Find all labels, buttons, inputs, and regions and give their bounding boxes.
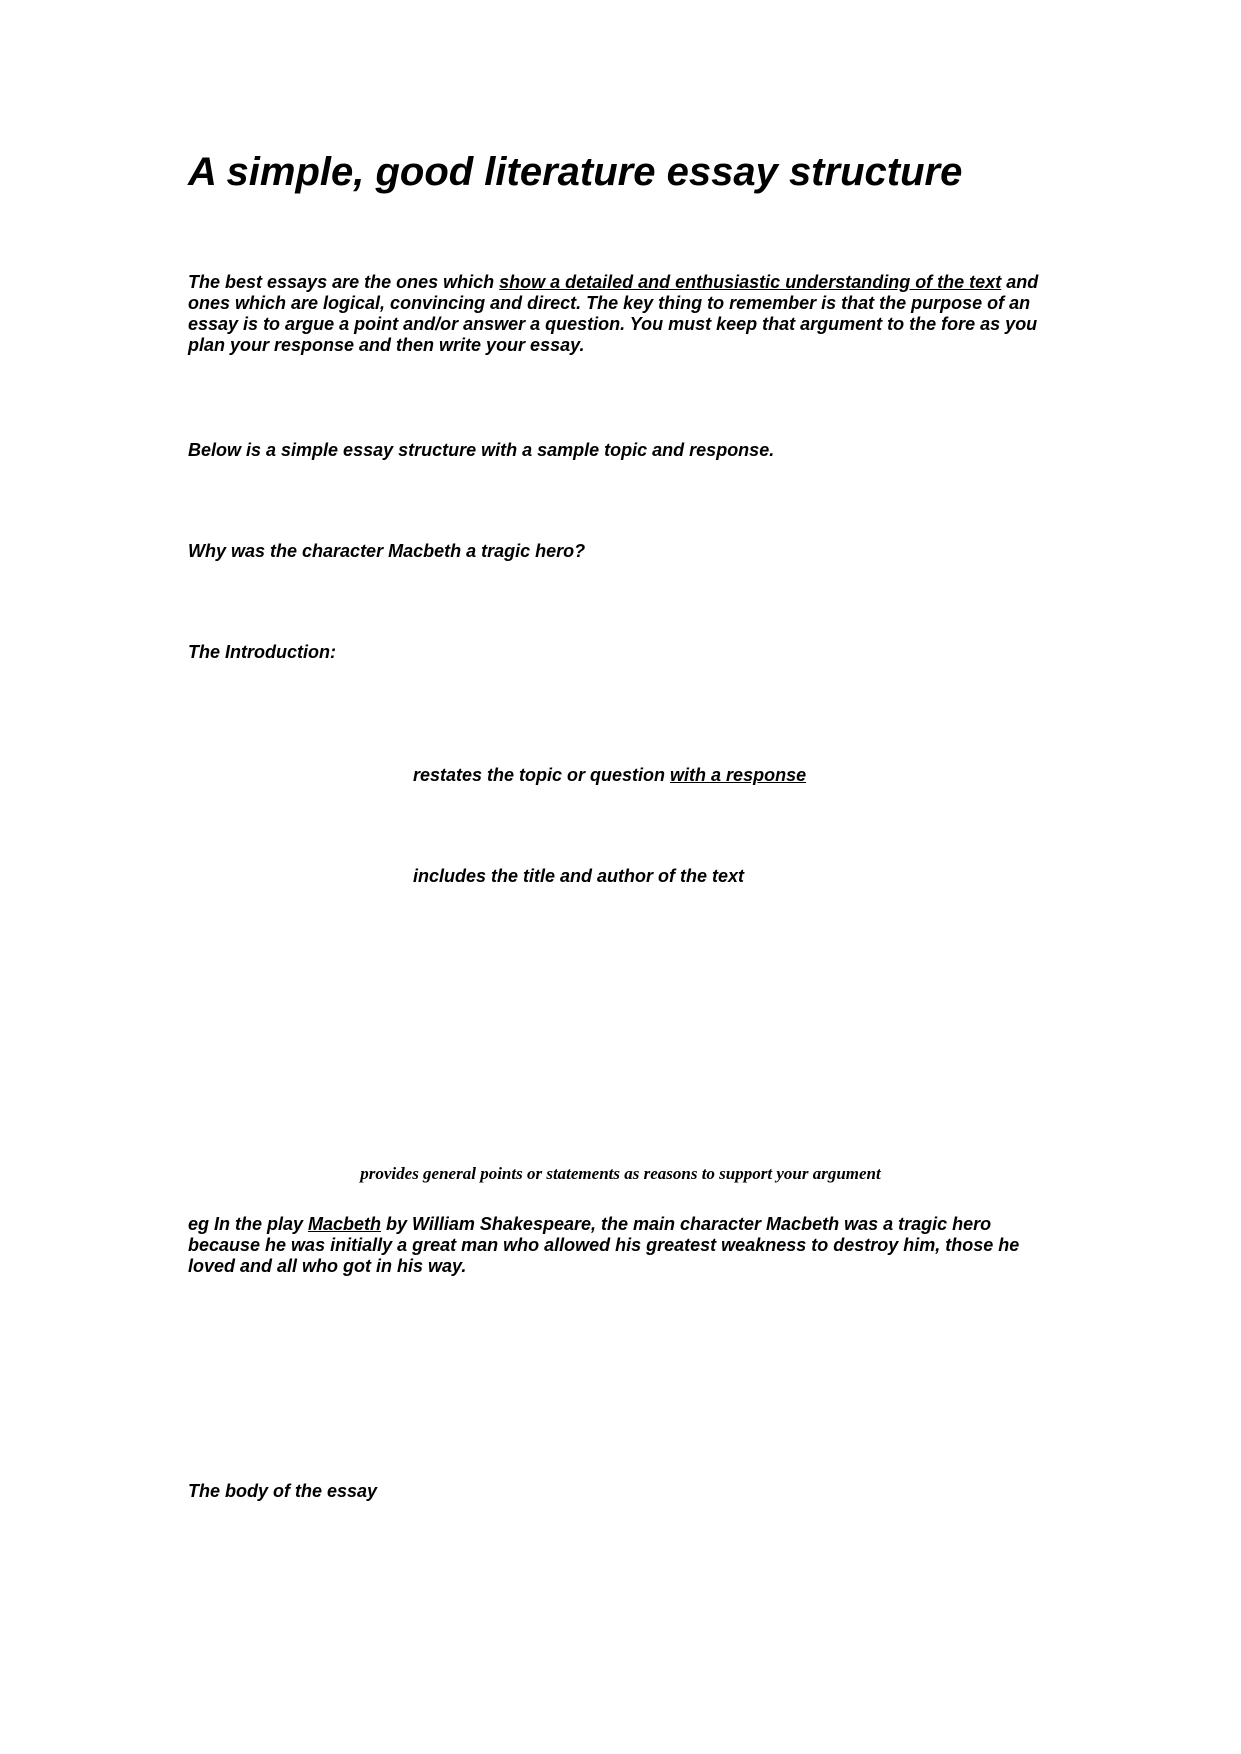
- sample-question: Why was the character Macbeth a tragic hero?: [188, 541, 586, 561]
- example-text-start: eg In the play: [188, 1214, 309, 1234]
- point-restates-text: restates the topic or question: [413, 765, 671, 785]
- point-restates-topic: [413, 765, 806, 786]
- intro-paragraph: [188, 272, 1058, 356]
- introduction-heading: The Introduction:: [188, 642, 336, 662]
- point-includes-title: includes the title and author of the text: [413, 866, 745, 886]
- example-text-end: by William Shakespeare, the main character Macbeth was a tragic hero because he was initially a great man who allowed his greatest weakness to destroy him, those he loved and all who got in his way.: [188, 1214, 1020, 1276]
- body-heading: The body of the essay: [188, 1481, 378, 1501]
- intro-text-end: and ones which are logical, convincing and direct. The key thing to remember is that the purpose of an essay is to argue a point and/or answer a question. You must keep that argument to the fore as you plan your response and then write your essay.: [188, 272, 1039, 355]
- point-provides-reasons: provides general points or statements as reasons to support your argument: [360, 1164, 881, 1183]
- example-paragraph: [188, 1214, 1058, 1277]
- intro-underlined-text: show a detailed and enthusiastic understanding of the text: [499, 272, 1002, 292]
- intro-text-start: The best essays are the ones which: [188, 272, 500, 292]
- example-underlined-title: Macbeth: [308, 1214, 382, 1234]
- page-title: A simple, good literature essay structure: [188, 150, 963, 194]
- structure-intro-line: Below is a simple essay structure with a sample topic and response.: [188, 440, 775, 460]
- point-restates-underlined: with a response: [670, 765, 807, 785]
